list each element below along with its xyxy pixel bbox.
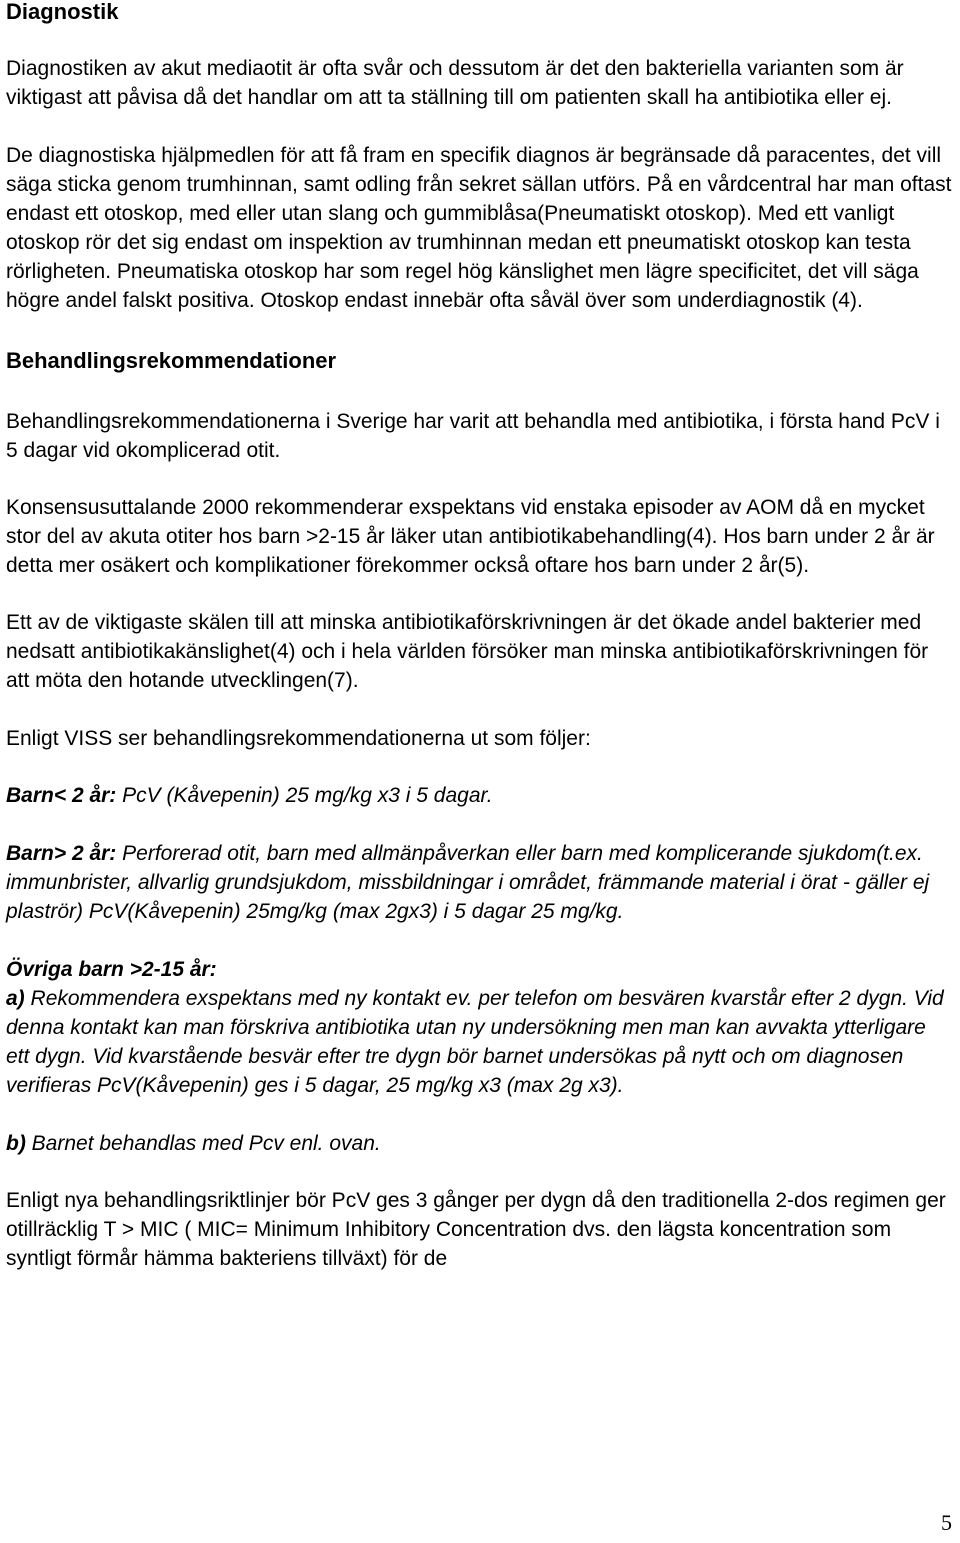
option-a-text: Rekommendera exspektans med ny kontakt ev. per telefon om besvären kvarstår efter 2 dygn. Vid denna kontakt kan man förskriva antibiotika utan ny undersökning men man kan avvakta ytterligare ett dygn. Vid kvarstående besvär efter tre dygn bör barnet undersökas på nytt och om diagnosen verifieras PcV(Kåvepenin) ges i 5 dagar, 25 mg/kg x3 (max 2g x3). [6, 987, 944, 1097]
barn-under-2-lead: Barn< 2 år: [6, 784, 117, 807]
ovriga-barn-paragraph [6, 955, 954, 1100]
option-b-paragraph [6, 1129, 954, 1158]
viss-intro-paragraph: Enligt VISS ser behandlingsrekommendationerna ut som följer: [6, 727, 591, 750]
ovriga-barn-lead: Övriga barn >2-15 år: [6, 958, 217, 981]
diagnostik-heading: Diagnostik [6, 0, 119, 24]
barn-over-2-paragraph [6, 839, 954, 926]
behandling-paragraph-1: Behandlingsrekommendationerna i Sverige har varit att behandla med antibiotika, i första hand PcV i 5 dagar vid okomplicerad otit. [6, 410, 940, 462]
barn-over-2-lead: Barn> 2 år: [6, 842, 117, 865]
behandling-paragraph-2: Konsensusuttalande 2000 rekommenderar exspektans vid enstaka episoder av AOM då en mycket stor del av akuta otiter hos barn >2-15 år läker utan antibiotikabehandling(4). Hos barn under 2 år är detta mer osäkert och komplikationer förekommer också oftare hos barn under 2 år(5). [6, 496, 935, 577]
barn-under-2-paragraph [6, 781, 954, 810]
page-number: 5 [941, 1510, 952, 1535]
behandlingsrekommendationer-heading: Behandlingsrekommendationer [6, 348, 337, 373]
barn-over-2-text: Perforerad otit, barn med allmänpåverkan eller barn med komplicerande sjukdom(t.ex. immunbrister, allvarlig grundsjukdom, missbildningar i området, främmande material i örat - gäller ej plaströr) PcV(Kåvepenin) 25mg/kg (max 2gx3) i 5 dagar 25 mg/kg. [6, 842, 930, 923]
document-page [6, 0, 954, 1273]
option-b-text: Barnet behandlas med Pcv enl. ovan. [25, 1132, 381, 1155]
option-a-lead: a) [6, 987, 25, 1010]
option-b-lead: b) [6, 1132, 26, 1155]
behandling-paragraph-3: Ett av de viktigaste skälen till att minska antibiotikaförskrivningen är det ökade andel bakterier med nedsatt antibiotikakänslighet(4) och i hela världen försöker man minska antibiotikaförskrivningen för att möta den hotande utvecklingen(7). [6, 611, 929, 692]
riktlinjer-paragraph: Enligt nya behandlingsriktlinjer bör PcV ges 3 gånger per dygn då den traditionella 2-dos regimen ger otillräcklig T > MIC ( MIC= Minimum Inhibitory Concentration dvs. den lägsta koncentration som syntligt förmår hämma bakteriens tillväxt) för de [6, 1189, 946, 1270]
diagnostik-paragraph-2: De diagnostiska hjälpmedlen för att få fram en specifik diagnos är begränsade då paracentes, det vill säga sticka genom trumhinnan, samt odling från sekret sällan utförs. På en vårdcentral har man oftast endast ett otoskop, med eller utan slang och gummiblåsa(Pneumatiskt otoskop). Med ett vanligt otoskop rör det sig endast om inspektion av trumhinnan medan ett pneumatiskt otoskop kan testa rörligheten. Pneumatiska otoskop har som regel hög känslighet men lägre specificitet, det vill säga högre andel falskt positiva. Otoskop endast innebär ofta såväl över som underdiagnostik (4). [6, 144, 952, 312]
diagnostik-paragraph-1: Diagnostiken av akut mediaotit är ofta svår och dessutom är det den bakteriella varianten som är viktigast att påvisa då det handlar om att ta ställning till om patienten skall ha antibiotika eller ej. [6, 57, 904, 109]
barn-under-2-text: PcV (Kåvepenin) 25 mg/kg x3 i 5 dagar. [116, 784, 493, 807]
